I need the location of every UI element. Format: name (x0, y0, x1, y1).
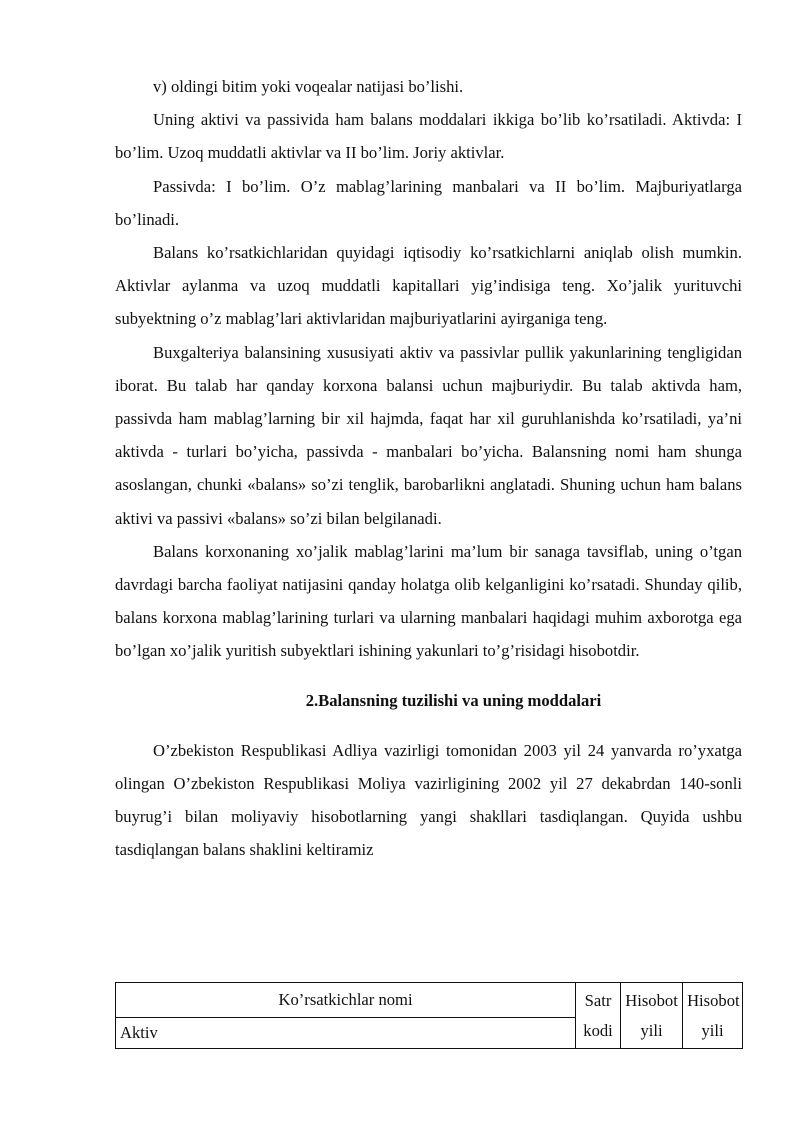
paragraph-passiv-sections: Passivda: I bo’lim. O’z mablag’larining manbalari va II bo’lim. Majburiyatlarga bo’linadi. (115, 176, 742, 229)
paragraph-item-v: v) oldingi bitim yoki voqealar natijasi bo’lishi. (153, 77, 464, 96)
table-header-row (116, 983, 743, 1018)
report-year-2-label-1: Hisobot (687, 990, 740, 1010)
document-body (115, 70, 742, 867)
column-header-line-code (576, 983, 621, 1049)
column-header-indicator-name: Ko’rsatkichlar nomi (116, 983, 576, 1018)
paragraph-balance-definition: Balans korxonaning xo’jalik mablag’larini ma’lum bir sanaga tavsiflab, uning o’tgan davrdagi barcha faoliyat natijasini qanday holatga olib kelganligini ko’rsatadi. Shunday qilib, balans korxona mablag’larining turlari va ularning manbalari haqidagi muhim axborotga ega bo’lgan xo’jalik yuritish subyektlari ishining yakunlari to’g’risidagi hisobotdir. (115, 541, 742, 661)
section-heading: 2.Balansning tuzilishi va uning moddalari (305, 690, 602, 710)
paragraph-ministry-order: O’zbekiston Respublikasi Adliya vazirligi tomonidan 2003 yil 24 yanvarda ro’yxatga olingan O’zbekiston Respublikasi Moliya vazirligining 2002 yil 27 dekabrdan 140-sonli buyrug’i bilan moliyaviy hisobotlarning yangi shakllari tasdiqlangan. Quyida ushbu tasdiqlangan balans shaklini keltiramiz (115, 740, 742, 860)
line-code-label-2: kodi (583, 1020, 613, 1040)
line-code-label-1: Satr (584, 990, 612, 1010)
paragraph-balance-feature: Buxgalteriya balansining xususiyati aktiv va passivlar pullik yakunlarining tengligidan iborat. Bu talab har qanday korxona balansi uchun majburiydir. Bu talab aktivda ham, passivda ham mablag’larning bir xil hajmda, faqat har xil guruhlanishda ko’rsatiladi, ya’ni aktivda - turlari bo’yicha, passivda - manbalari bo’yicha. Balansning nomi ham shunga asoslangan, chunki «balans» so’zi tenglik, barobarlikni anglatadi. Shuning uchun ham balans aktivi va passivi «balans» so’zi bilan belgilanadi. (115, 342, 742, 528)
report-year-2-label-2: yili (701, 1020, 724, 1040)
balance-form-table (115, 982, 743, 1049)
column-header-report-year-2 (683, 983, 743, 1049)
report-year-1-label-1: Hisobot (625, 990, 678, 1010)
column-header-report-year-1 (621, 983, 683, 1049)
row-label-aktiv: Aktiv (116, 1018, 576, 1049)
paragraph-indicators: Balans ko’rsatkichlaridan quyidagi iqtisodiy ko’rsatkichlarni aniqlab olish mumkin. Aktivlar aylanma va uzoq muddatli kapitallari yig’indisiga teng. Xo’jalik yurituvchi subyektning o’z mablag’lari aktivlaridan majburiyatlarini ayirganiga teng. (115, 243, 742, 329)
paragraph-balance-sections: Uning aktivi va passivida ham balans moddalari ikkiga bo’lib ko’rsatiladi. Aktivda: I bo’lim. Uzoq muddatli aktivlar va II bo’lim. Joriy aktivlar. (115, 110, 742, 163)
report-year-1-label-2: yili (640, 1020, 663, 1040)
